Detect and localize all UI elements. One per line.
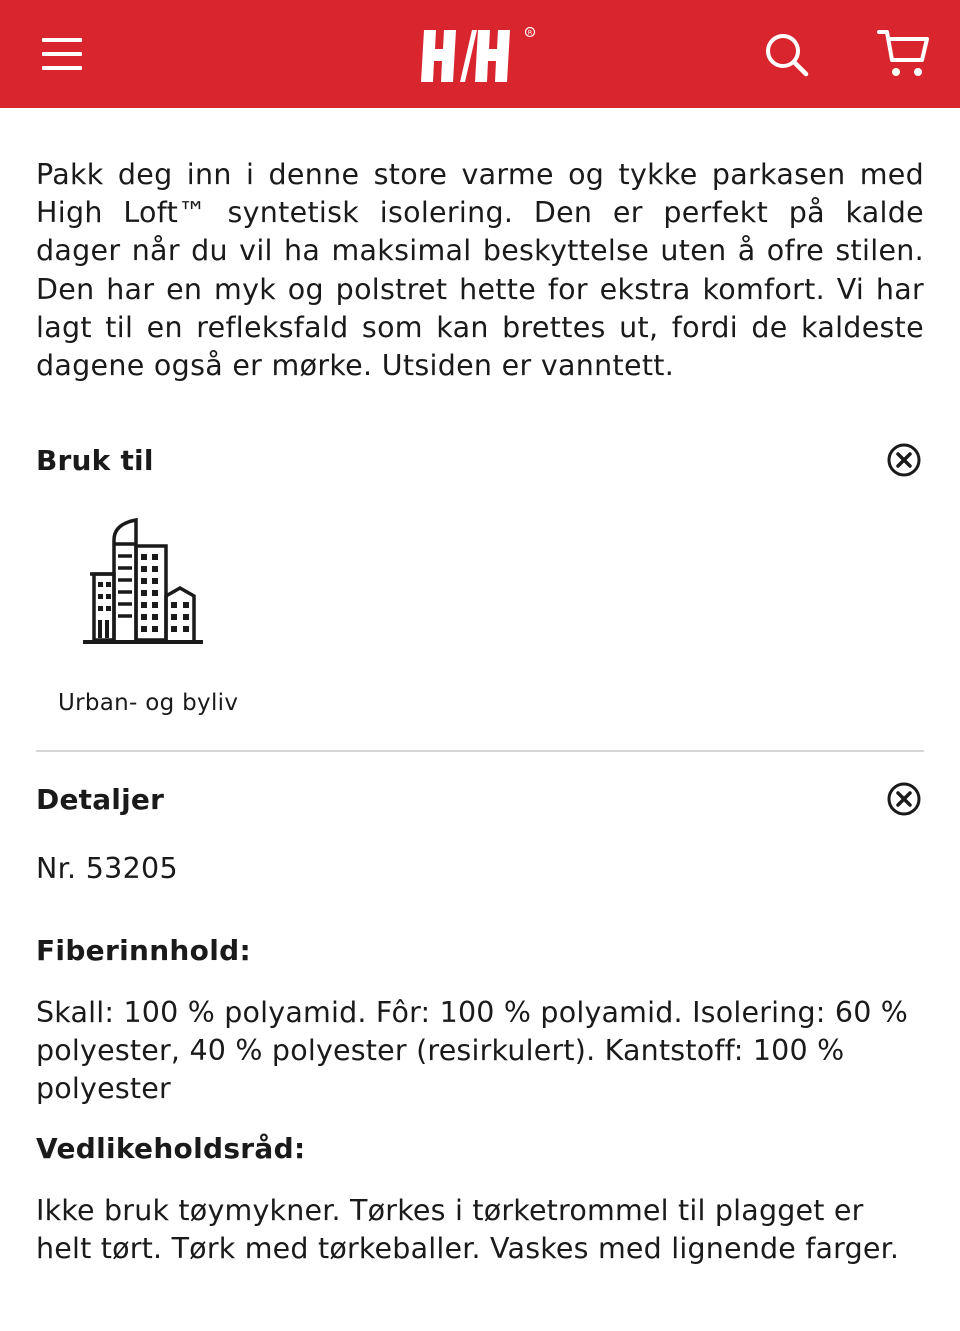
- care-advice-title: Vedlikeholdsråd:: [36, 1132, 306, 1165]
- fiber-content-title: Fiberinnhold:: [36, 934, 251, 967]
- usage-section-title: Bruk til: [36, 444, 154, 477]
- menu-button[interactable]: [40, 34, 84, 74]
- close-circle-icon: [886, 442, 922, 478]
- svg-text:R: R: [527, 28, 533, 37]
- city-buildings-icon: [80, 516, 206, 648]
- usage-collapse-button[interactable]: [886, 442, 922, 478]
- search-button[interactable]: [762, 30, 810, 78]
- details-section-title: Detaljer: [36, 783, 165, 816]
- care-advice-text: Ikke bruk tøymykner. Tørkes i tørketrommel til plagget er helt tørt. Tørk med tørkeballer. Vaskes med lignende farger.: [36, 1194, 900, 1266]
- product-description: Pakk deg inn i denne store varme og tykke parkasen med High Loft™ syntetisk isolering. Den er perfekt på kalde dager når du vil ha maksimal beskyttelse uten å ofre stilen. Den har en myk og polstret hette for ekstra komfort. Vi har lagt til en refleksfald som kan brettes ut, fordi de kaldeste dagene også er mørke. Utsiden er vanntett.: [36, 158, 924, 383]
- hh-logo[interactable]: [420, 24, 540, 88]
- usage-item-label: Urban- og byliv: [58, 690, 239, 716]
- search-icon: [762, 30, 810, 78]
- close-circle-icon: [886, 781, 922, 817]
- top-header: [0, 0, 960, 108]
- cart-button[interactable]: [876, 26, 932, 80]
- section-divider: [36, 750, 924, 752]
- details-collapse-button[interactable]: [886, 781, 922, 817]
- shopping-cart-icon: [876, 26, 932, 80]
- fiber-content-text: Skall: 100 % polyamid. Fôr: 100 % polyamid. Isolering: 60 % polyester, 40 % polyester (resirkulert). Kantstoff: 100 % polyester: [36, 996, 909, 1106]
- hamburger-menu-icon: [42, 38, 82, 42]
- item-number: Nr. 53205: [36, 852, 178, 885]
